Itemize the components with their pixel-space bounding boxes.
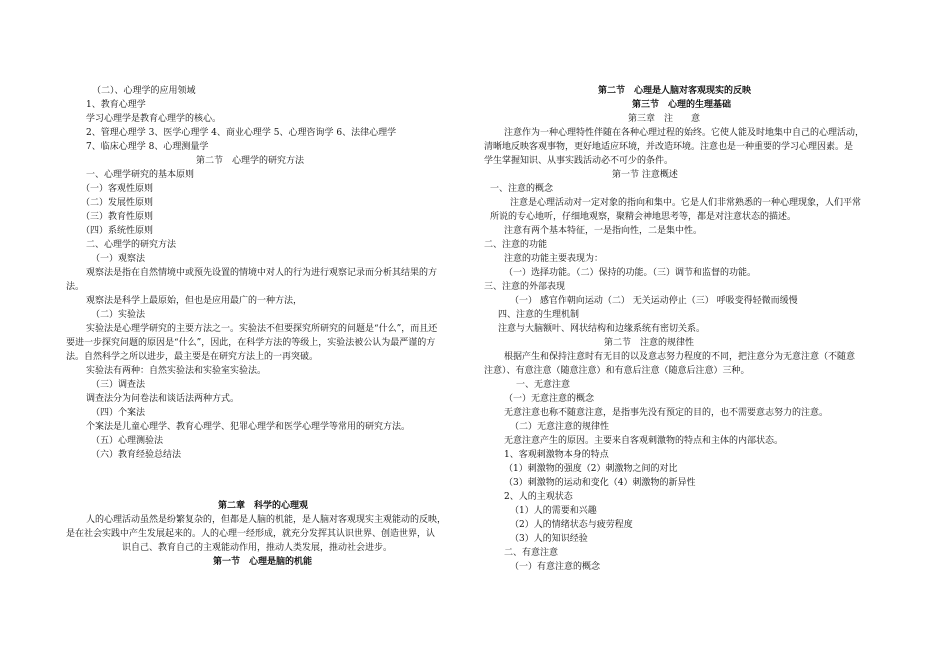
section-title: 第二节 注意的规律性	[604, 338, 695, 348]
list-item: 2、人的主观状态	[504, 492, 573, 502]
paragraph-line: 实验法有两种：自然实验法和实验室实验法。	[86, 366, 267, 376]
list-item: 7、临床心理学 8、心理测量学	[86, 142, 209, 152]
list-item: （2）人的情绪状态与疲劳程度	[510, 520, 633, 530]
paragraph-line: 注意有两个基本特征，一是指向性，二是集中性。	[504, 226, 703, 236]
list-item: 2、管理心理学 3、医学心理学 4、商业心理学 5、心理咨询学 6、法律心理学	[86, 128, 397, 138]
section-heading: 二、心理学的研究方法	[86, 240, 177, 250]
list-item: （3）人的知识经验	[510, 534, 588, 544]
list-item: （四）系统性原则	[81, 226, 154, 236]
paragraph-line: 注意与大脑额叶、网状结构和边缘系统有密切关系。	[498, 324, 706, 334]
section-heading: 三、注意的外部表现	[484, 282, 566, 292]
list-item: （3）刺激物的运动和变化（4）刺激物的新异性	[504, 478, 696, 488]
paragraph-line: 个案法是儿童心理学、教育心理学、犯罪心理学和医学心理学等常用的研究方法。	[86, 422, 411, 432]
subsection-heading: （一）无意注意的概念	[504, 394, 595, 404]
paragraph-line: 要进一步探究问题的原因是“什么”，因此，在科学方法的等级上，实验法被公认为最严谨的方	[66, 338, 436, 348]
section-heading: （二）、心理学的应用领域	[92, 86, 196, 96]
paragraph-line: 调查法分为问卷法和谈话法两种方式。	[86, 394, 240, 404]
section-heading: 一、心理学研究的基本原则	[86, 170, 195, 180]
subsection-heading: （三）调查法	[91, 380, 146, 390]
paragraph-line: 无意注意产生的原因。主要来自客观刺激物的特点和主体的内部状态。	[504, 436, 784, 446]
paragraph-line: 人的心理活动虽然是纷繁复杂的，但都是人脑的机能，是人脑对客观现实主观能动的反映，	[86, 515, 447, 525]
paragraph-line: （一）选择功能。（二）保持的功能。（三）调节和监督的功能。	[504, 268, 757, 278]
paragraph-line: 实验法是心理学研究的主要方法之一。实验法不但要探究所研究的问题是“什么”，而且还	[86, 324, 438, 334]
section-heading: 二、注意的功能	[484, 240, 548, 250]
paragraph-line: 观察法是科学上最原始，但也是应用最广的一种方法，	[86, 296, 303, 306]
paragraph-line: 注意是心理活动对一定对象的指向和集中。它是人们非常熟悉的一种心理现象，人们平常	[510, 198, 862, 208]
section-heading: 一、注意的概念	[490, 184, 554, 194]
paragraph-line: 是在社会实践中产生发展起来的。人的心理一经形成，就充分发挥其认识世界、创造世界，认	[66, 529, 436, 539]
paragraph-line: 法。	[66, 282, 85, 292]
section-heading: 二、有意注意	[504, 548, 559, 558]
paragraph-line: 观察法是指在自然情境中或预先设置的情境中对人的行为进行观察记录而分析其结果的方	[86, 268, 438, 278]
subsection-heading: （四）个案法	[91, 408, 146, 418]
section-heading: 四、注意的生理机制	[498, 310, 580, 320]
subsection-heading: （一）有意注意的概念	[510, 562, 601, 572]
list-item: （二）发展性原则	[81, 198, 154, 208]
paragraph-line: 学生掌握知识、从事实践活动必不可少的条件。	[484, 156, 674, 166]
section-title: 第一节 注意概述	[612, 170, 678, 180]
paragraph-line: 根据产生和保持注意时有无目的以及意志努力程度的不同，把注意分为无意注意（不随意	[504, 352, 856, 362]
list-item: 1、客观刺激物本身的特点	[504, 450, 609, 460]
subsection-heading: （二）实验法	[91, 310, 146, 320]
chapter-title: 第三章 注 意	[628, 114, 701, 124]
section-title: 第一节 心理是脑的机能	[213, 557, 313, 567]
subsection-heading: （六）教育经验总结法	[91, 450, 182, 460]
paragraph-line: 法。自然科学之所以进步，最主要是在研究方法上的一再突破。	[66, 352, 319, 362]
section-title: 第二节 心理是人脑对客观现实的反映	[598, 86, 752, 96]
list-item: （三）教育性原则	[81, 212, 154, 222]
paragraph-line: 注意的功能主要表现为：	[504, 254, 604, 264]
list-item: （1）刺激物的强度（2）刺激物之间的对比	[504, 464, 678, 474]
paragraph-line: 清晰地反映客观事物，更好地适应环境，并改造环境。注意也是一种重要的学习心理因素。是	[484, 142, 854, 152]
subsection-heading: （二）无意注意的规律性	[510, 422, 610, 432]
subsection-heading: （五）心理测验法	[91, 436, 164, 446]
list-item: （1）人的需要和兴趣	[510, 506, 597, 516]
list-item: 1、教育心理学	[86, 100, 146, 110]
section-heading: 一、无意注意	[516, 380, 571, 390]
section-title: 第二节 心理学的研究方法	[196, 156, 305, 166]
list-item: （一）客观性原则	[81, 184, 154, 194]
paragraph-line: （一） 感官作朝向运动（二） 无关运动停止（三） 呼吸变得轻微而缓慢	[510, 296, 798, 306]
paragraph-line: 学习心理学是教育心理学的核心。	[86, 114, 222, 124]
section-title: 第三节 心理的生理基础	[632, 100, 732, 110]
chapter-title: 第二章 科学的心理观	[218, 501, 309, 511]
paragraph-line: 注意）、有意注意（随意注意）和有意后注意（随意后注意）三种。	[484, 366, 750, 376]
paragraph-line: 无意注意也称不随意注意，是指事先没有预定的目的，也不需要意志努力的注意。	[504, 408, 829, 418]
paragraph-line: 所说的专心地听，仔细地观察，聚精会神地思考等，都是对注意状态的描述。	[490, 212, 797, 222]
subsection-heading: （一）观察法	[91, 254, 146, 264]
paragraph-line: 注意作为一种心理特性伴随在各种心理过程的始终。它使人能及时地集中自己的心理活动，	[504, 128, 865, 138]
paragraph-line: 识自己、教育自己的主观能动作用，推动人类发展，推动社会进步。	[122, 543, 393, 553]
